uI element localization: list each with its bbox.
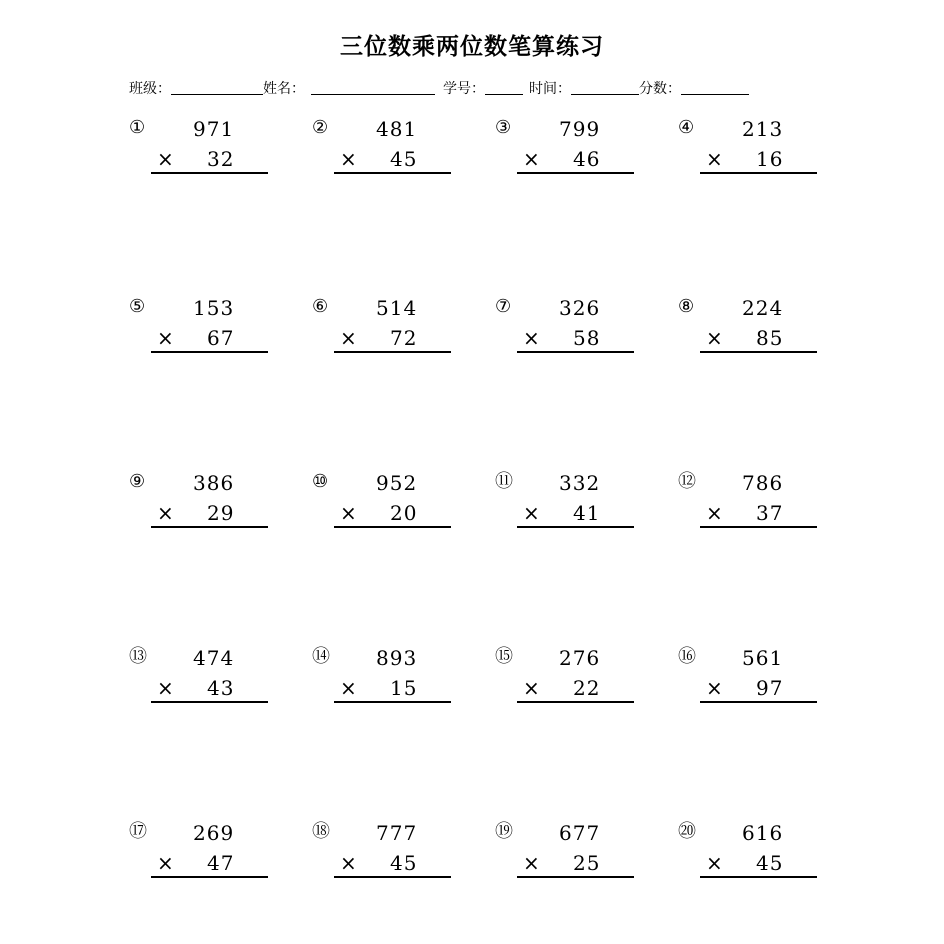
multiplier: 16 [756, 147, 784, 171]
time-blank[interactable] [571, 93, 639, 95]
multiplier: 22 [573, 676, 601, 700]
answer-line [151, 351, 268, 353]
multiplier: 32 [207, 147, 235, 171]
multiplier: 67 [207, 326, 235, 350]
problem-13 [129, 647, 309, 717]
answer-line [151, 701, 268, 703]
problem-10 [312, 472, 492, 542]
problem-14 [312, 647, 492, 717]
problem-number: ⑧ [678, 296, 695, 317]
multiplier: 97 [756, 676, 784, 700]
multiply-sign: × [340, 147, 357, 171]
multiplicand: 514 [376, 296, 418, 320]
multiplicand: 786 [742, 471, 784, 495]
multiplier: 46 [573, 147, 601, 171]
class-blank[interactable] [171, 93, 263, 95]
class-label: 班级： [129, 81, 171, 97]
multiply-sign: × [157, 851, 174, 875]
multiplier: 25 [573, 851, 601, 875]
multiplier: 20 [390, 501, 418, 525]
multiply-sign: × [157, 501, 174, 525]
problem-number: ⑱ [312, 821, 330, 842]
answer-line [517, 172, 634, 174]
answer-line [517, 701, 634, 703]
answer-line [334, 172, 451, 174]
multiplicand: 332 [559, 471, 601, 495]
problem-number: ⑮ [495, 646, 513, 667]
problem-number: ⑰ [129, 821, 147, 842]
multiply-sign: × [340, 851, 357, 875]
name-label: 姓名： [263, 81, 305, 97]
problem-number: ⑤ [129, 296, 146, 317]
answer-line [334, 701, 451, 703]
problem-18 [312, 822, 492, 892]
problem-19 [495, 822, 675, 892]
multiplicand: 326 [559, 296, 601, 320]
multiplier: 15 [390, 676, 418, 700]
multiplier: 37 [756, 501, 784, 525]
multiplier: 47 [207, 851, 235, 875]
answer-line [700, 172, 817, 174]
student-id-label: 学号： [443, 81, 485, 97]
answer-line [517, 876, 634, 878]
problem-8 [678, 297, 858, 367]
answer-line [517, 351, 634, 353]
multiply-sign: × [706, 326, 723, 350]
answer-line [151, 526, 268, 528]
multiplicand: 386 [193, 471, 235, 495]
multiplicand: 474 [193, 646, 235, 670]
student-id-blank[interactable] [485, 93, 523, 95]
page-title: 三位数乘两位数笔算练习 [340, 34, 604, 60]
multiplicand: 677 [559, 821, 601, 845]
answer-line [517, 526, 634, 528]
problem-number: ⑭ [312, 646, 330, 667]
multiplier: 45 [390, 147, 418, 171]
problem-number: ⑬ [129, 646, 147, 667]
problem-number: ⑪ [495, 471, 513, 492]
problem-4 [678, 118, 858, 188]
problem-number: ⑯ [678, 646, 696, 667]
answer-line [700, 876, 817, 878]
score-blank[interactable] [681, 93, 749, 95]
problem-number: ⑲ [495, 821, 513, 842]
multiplier: 58 [573, 326, 601, 350]
multiply-sign: × [340, 501, 357, 525]
multiplicand: 952 [376, 471, 418, 495]
problem-number: ⑫ [678, 471, 696, 492]
multiply-sign: × [523, 326, 540, 350]
problem-11 [495, 472, 675, 542]
problem-number: ⑳ [678, 821, 696, 842]
name-blank[interactable] [311, 93, 435, 95]
multiplicand: 481 [376, 117, 418, 141]
multiplicand: 799 [559, 117, 601, 141]
score-label: 分数： [639, 81, 681, 97]
multiply-sign: × [340, 676, 357, 700]
multiplicand: 276 [559, 646, 601, 670]
multiply-sign: × [523, 676, 540, 700]
multiply-sign: × [706, 851, 723, 875]
problem-15 [495, 647, 675, 717]
multiplier: 41 [573, 501, 601, 525]
multiplicand: 616 [742, 821, 784, 845]
answer-line [334, 526, 451, 528]
multiplicand: 893 [376, 646, 418, 670]
multiply-sign: × [706, 501, 723, 525]
answer-line [334, 876, 451, 878]
problem-6 [312, 297, 492, 367]
problem-number: ⑥ [312, 296, 329, 317]
problem-number: ⑩ [312, 471, 329, 492]
multiplier: 72 [390, 326, 418, 350]
problem-9 [129, 472, 309, 542]
problem-number: ⑨ [129, 471, 146, 492]
multiplicand: 777 [376, 821, 418, 845]
multiplier: 29 [207, 501, 235, 525]
answer-line [151, 876, 268, 878]
problem-number: ⑦ [495, 296, 512, 317]
answer-line [334, 351, 451, 353]
multiplicand: 269 [193, 821, 235, 845]
multiplier: 45 [756, 851, 784, 875]
problem-number: ① [129, 117, 146, 138]
multiply-sign: × [523, 147, 540, 171]
multiply-sign: × [157, 147, 174, 171]
multiply-sign: × [706, 147, 723, 171]
multiplicand: 153 [193, 296, 235, 320]
answer-line [151, 172, 268, 174]
multiply-sign: × [523, 501, 540, 525]
multiplicand: 561 [742, 646, 784, 670]
problem-2 [312, 118, 492, 188]
problem-16 [678, 647, 858, 717]
problem-20 [678, 822, 858, 892]
problem-17 [129, 822, 309, 892]
multiply-sign: × [523, 851, 540, 875]
problem-7 [495, 297, 675, 367]
multiplier: 45 [390, 851, 418, 875]
time-label: 时间： [529, 81, 571, 97]
problem-3 [495, 118, 675, 188]
problem-number: ② [312, 117, 329, 138]
problem-number: ④ [678, 117, 695, 138]
student-info-row [129, 74, 749, 98]
multiply-sign: × [706, 676, 723, 700]
problem-5 [129, 297, 309, 367]
answer-line [700, 351, 817, 353]
multiplicand: 224 [742, 296, 784, 320]
multiplier: 85 [756, 326, 784, 350]
multiplicand: 213 [742, 117, 784, 141]
problem-1 [129, 118, 309, 188]
multiplier: 43 [207, 676, 235, 700]
problem-12 [678, 472, 858, 542]
problem-number: ③ [495, 117, 512, 138]
answer-line [700, 526, 817, 528]
multiply-sign: × [157, 326, 174, 350]
multiplicand: 971 [193, 117, 235, 141]
answer-line [700, 701, 817, 703]
multiply-sign: × [340, 326, 357, 350]
multiply-sign: × [157, 676, 174, 700]
